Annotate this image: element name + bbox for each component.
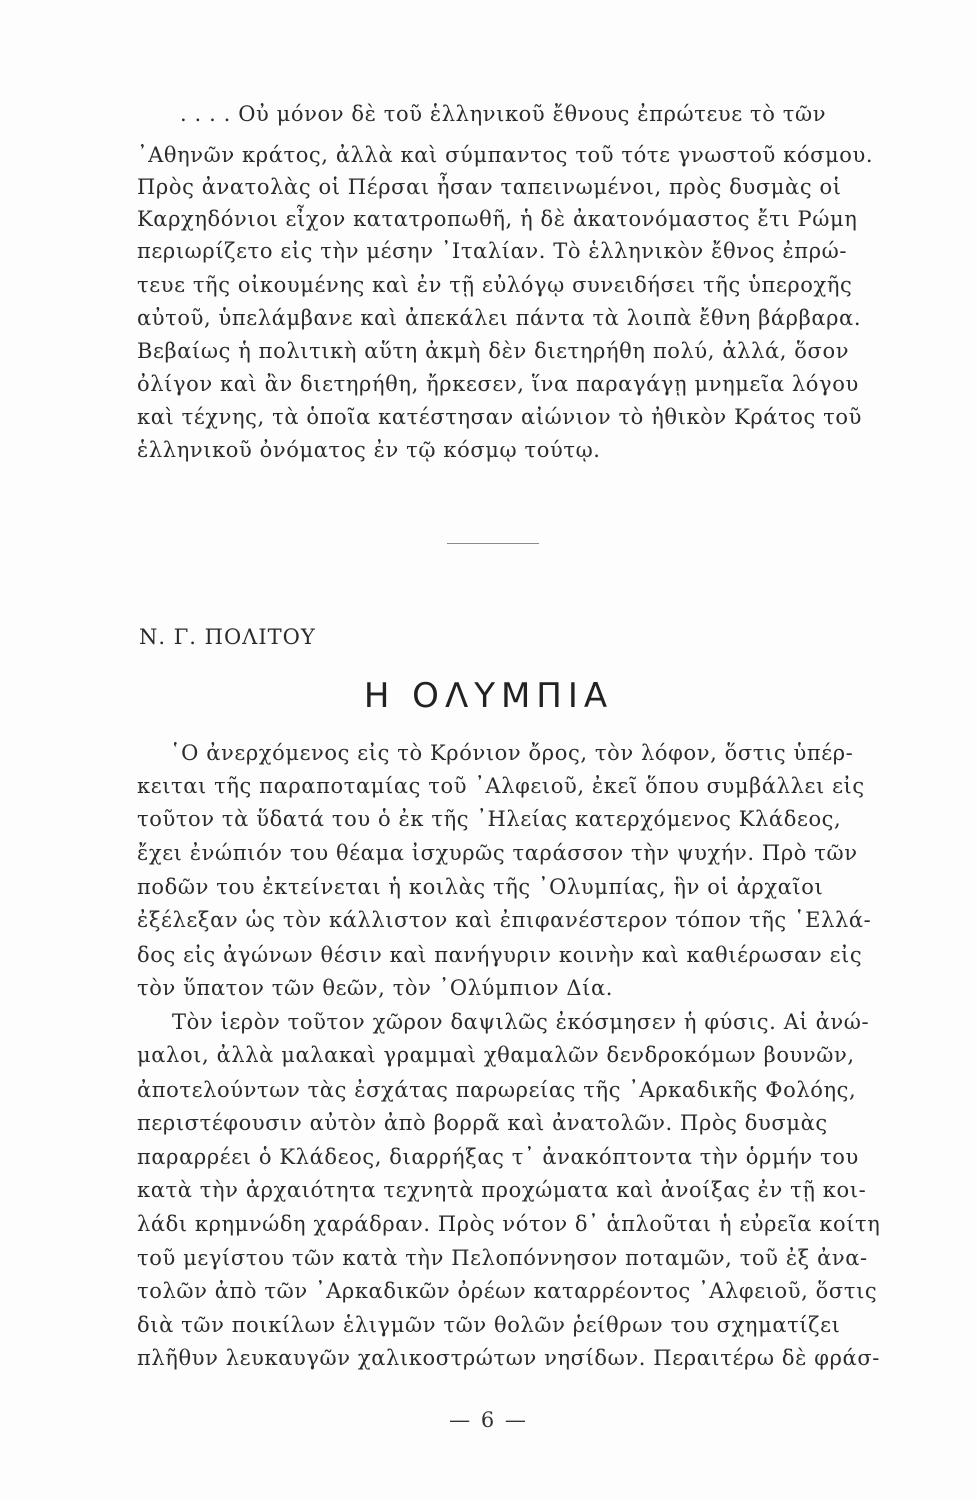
text-line: τολῶν ἀπὸ τῶν ᾿Αρκαδικῶν ὀρέων καταρρέοντος ᾿Αλφειοῦ, ὅστις [137, 1279, 878, 1303]
article-author: Ν. Γ. ΠΟΛΙΤΟΥ [139, 625, 316, 649]
text-line: ἀποτελούντων τὰς ἐσχάτας παρωρείας τῆς ᾿Αρκαδικῆς Φολόης, [137, 1078, 857, 1102]
text-line: μαλοι, ἀλλὰ μαλακαὶ γραμμαὶ χθαμαλῶν δενδροκόμων βουνῶν, [137, 1043, 855, 1067]
page-number: — 6 — [449, 1408, 528, 1432]
text-line: πλῆθυν λευκαυγῶν χαλικοστρώτων νησίδων. Περαιτέρω δὲ φράσ- [137, 1346, 880, 1370]
section-divider [447, 543, 539, 544]
text-line: λάδι κρημνώδη χαράδραν. Πρὸς νότον δ᾿ ἁπλοῦται ἡ εὐρεῖα κοίτη [137, 1212, 881, 1236]
text-line: κειται τῆς παραποταμίας τοῦ ᾿Αλφειοῦ, ἐκεῖ ὅπου συμβάλλει εἰς [137, 774, 865, 798]
text-line: κατὰ τὴν ἀρχαιότητα τεχνητὰ προχώματα καὶ ἀνοίξας ἐν τῇ κοι- [137, 1178, 867, 1202]
text-line: ἔχει ἐνώπιόν του θέαμα ἰσχυρῶς ταράσσον τὴν ψυχήν. Πρὸ τῶν [137, 841, 858, 865]
text-line: . . . . Οὐ μόνον δὲ τοῦ ἑλληνικοῦ ἔθνους ἐπρώτευε τὸ τῶν [180, 102, 827, 126]
text-line: Καρχηδόνιοι εἶχον κατατροπωθῆ, ἡ δὲ ἀκατονόμαστος ἔτι Ρώμη [137, 207, 858, 231]
text-line: Τὸν ἱερὸν τοῦτον χῶρον δαψιλῶς ἐκόσμησεν ἡ φύσις. Αἱ ἀνώ- [172, 1010, 870, 1034]
article-title: Η ΟΛΥΜΠΙΑ [363, 676, 614, 716]
text-line: διὰ τῶν ποικίλων ἑλιγμῶν τῶν θολῶν ῥείθρων του σχηματίζει [137, 1313, 841, 1337]
text-line: δος εἰς ἀγώνων θέσιν καὶ πανήγυριν κοινὴν καὶ καθιέρωσαν εἰς [137, 943, 863, 967]
text-line: περιωρίζετο εἰς τὴν μέσην ᾿Ιταλίαν. Τὸ ἑλληνικὸν ἔθνος ἐπρώ- [137, 239, 848, 263]
text-line: παραρρέει ὁ Κλάδεος, διαρρήξας τ᾿ ἀνακόπτοντα τὴν ὁρμήν του [137, 1145, 859, 1169]
text-line: τοῦ μεγίστου τῶν κατὰ τὴν Πελοπόννησον ποταμῶν, τοῦ ἐξ ἀνα- [137, 1246, 868, 1270]
text-line: τὸν ὕπατον τῶν θεῶν, τὸν ᾿Ολύμπιον Δία. [137, 976, 614, 1000]
text-line: ποδῶν του ἐκτείνεται ἡ κοιλὰς τῆς ᾿Ολυμπίας, ἣν οἱ ἀρχαῖοι [137, 875, 824, 899]
text-line: καὶ τέχνης, τὰ ὁποῖα κατέστησαν αἰώνιον τὸ ἠθικὸν Κράτος τοῦ [137, 405, 863, 429]
text-line: ῾Ο ἀνερχόμενος εἰς τὸ Κρόνιον ὄρος, τὸν λόφον, ὅστις ὑπέρ- [170, 741, 854, 765]
text-line: ἐξέλεξαν ὡς τὸν κάλλιστον καὶ ἐπιφανέστερον τόπον τῆς ῾Ελλά- [137, 908, 872, 932]
text-line: περιστέφουσιν αὐτὸν ἀπὸ βορρᾶ καὶ ἀνατολῶν. Πρὸς δυσμὰς [137, 1111, 828, 1135]
text-line: ἑλληνικοῦ ὀνόματος ἐν τῷ κόσμῳ τούτῳ. [137, 438, 601, 462]
text-line: τευε τῆς οἰκουμένης καὶ ἐν τῇ εὐλόγῳ συνειδήσει τῆς ὑπεροχῆς [137, 273, 853, 297]
text-line: ᾿Αθηνῶν κράτος, ἀλλὰ καὶ σύμπαντος τοῦ τότε γνωστοῦ κόσμου. [137, 143, 874, 167]
text-line: Βεβαίως ἡ πολιτικὴ αὕτη ἀκμὴ δὲν διετηρήθη πολύ, ἀλλά, ὅσον [137, 339, 850, 363]
text-line: ὀλίγον καὶ ἂν διετηρήθη, ἤρκεσεν, ἵνα παραγάγῃ μνημεῖα λόγου [137, 372, 859, 396]
text-line: αὐτοῦ, ὑπελάμβανε καὶ ἀπεκάλει πάντα τὰ λοιπὰ ἔθνη βάρβαρα. [137, 306, 862, 330]
text-line: τοῦτον τὰ ὕδατά του ὁ ἐκ τῆς ᾿Ηλείας κατερχόμενος Κλάδεος, [137, 807, 842, 831]
text-line: Πρὸς ἀνατολὰς οἱ Πέρσαι ἦσαν ταπεινωμένοι, πρὸς δυσμὰς οἱ [137, 175, 842, 199]
